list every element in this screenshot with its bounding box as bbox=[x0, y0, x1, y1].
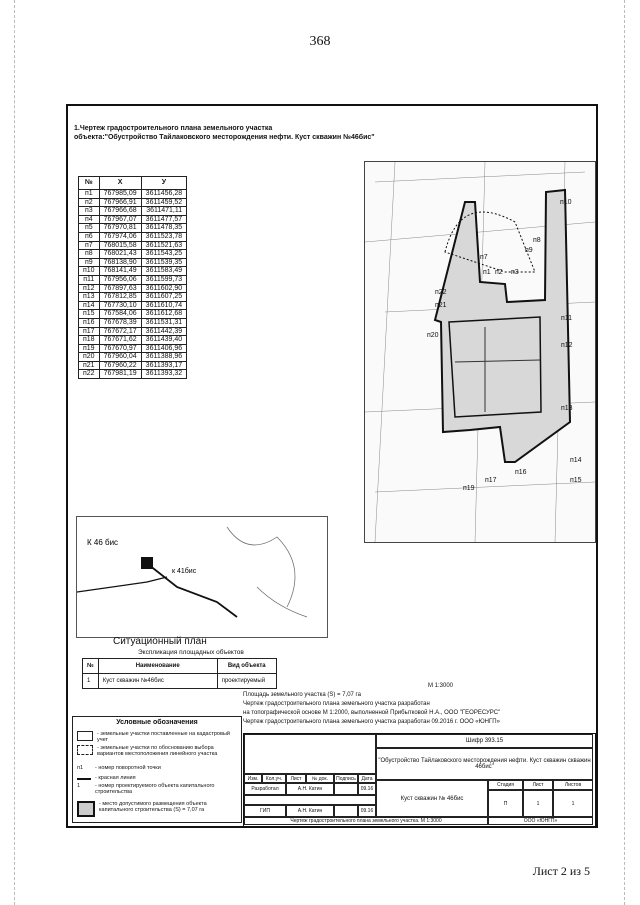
coord-row bbox=[79, 336, 187, 345]
map-point-label: п10 bbox=[560, 199, 572, 206]
coord-y: 3611602,90 bbox=[141, 284, 186, 293]
expl-row-num: 1 bbox=[83, 674, 99, 689]
coord-y: 3611607,25 bbox=[141, 293, 186, 302]
coord-point: п4 bbox=[79, 215, 100, 224]
coord-header-y: У bbox=[141, 177, 186, 190]
coord-point: п11 bbox=[79, 275, 100, 284]
stamp-empty-row bbox=[244, 795, 376, 805]
coord-row bbox=[79, 310, 187, 319]
coord-point: п21 bbox=[79, 361, 100, 370]
coord-row bbox=[79, 284, 187, 293]
coordinates-table bbox=[78, 176, 187, 379]
coord-x: 767678,39 bbox=[99, 318, 141, 327]
title-block bbox=[243, 733, 596, 828]
map-point-label: п16 bbox=[515, 469, 527, 476]
coord-row bbox=[79, 318, 187, 327]
expl-header-name: Наименование bbox=[98, 659, 217, 674]
site-plan-drawing bbox=[365, 162, 595, 542]
k41-label: к 41бис bbox=[172, 568, 197, 575]
map-point-label: п17 bbox=[485, 477, 497, 484]
situation-plan bbox=[76, 516, 328, 638]
coord-x: 767960,04 bbox=[99, 353, 141, 362]
coord-x: 767970,81 bbox=[99, 224, 141, 233]
stamp-kolvo: Кол.уч. bbox=[262, 774, 286, 783]
coord-y: 3611478,35 bbox=[141, 224, 186, 233]
legend-item: - место допустимого размещения объекта капитального строительства (S) = 7,07 га bbox=[77, 801, 241, 817]
coord-y: 3611599,73 bbox=[141, 275, 186, 284]
coord-point: п14 bbox=[79, 301, 100, 310]
expl-header-num: № bbox=[83, 659, 99, 674]
expl-row-name: Куст скважин №46бис bbox=[98, 674, 217, 689]
coord-point: п22 bbox=[79, 370, 100, 379]
stamp-dev-sign bbox=[334, 783, 358, 795]
right-margin-line bbox=[624, 0, 625, 905]
map-point-label: п11 bbox=[561, 315, 573, 322]
legend-item: - земельные участки поставленные на кадастровый учет bbox=[77, 731, 241, 743]
coord-x: 767672,17 bbox=[99, 327, 141, 336]
coord-y: 3611442,39 bbox=[141, 327, 186, 336]
stamp-doc: № док. bbox=[306, 774, 334, 783]
coord-y: 3611456,28 bbox=[141, 190, 186, 199]
legend-title: Условные обозначения bbox=[116, 719, 198, 726]
map-point-label: п22 bbox=[435, 289, 447, 296]
stamp-sheet: 1 bbox=[523, 790, 553, 817]
coord-point: п18 bbox=[79, 336, 100, 345]
coord-y: 3611610,74 bbox=[141, 301, 186, 310]
coord-x: 768015,58 bbox=[99, 241, 141, 250]
stamp-dev-date: 09.16 bbox=[358, 783, 376, 795]
coord-x: 767960,22 bbox=[99, 361, 141, 370]
sheet-footer: Лист 2 из 5 bbox=[532, 864, 590, 878]
coord-point: п2 bbox=[79, 198, 100, 207]
coord-row bbox=[79, 207, 187, 216]
coord-y: 3611477,57 bbox=[141, 215, 186, 224]
legend bbox=[72, 716, 242, 823]
map-point-label: п12 bbox=[561, 342, 573, 349]
coord-row bbox=[79, 353, 187, 362]
coord-row bbox=[79, 224, 187, 233]
stamp-stage: П bbox=[488, 790, 523, 817]
legend-item: - земельные участки по обоснованию выбора вариантов местоположения линейного участка bbox=[77, 745, 241, 757]
drawing-sheet bbox=[66, 104, 598, 828]
coord-x: 768021,43 bbox=[99, 250, 141, 259]
legend-item: - красная линия bbox=[77, 775, 136, 781]
coord-row bbox=[79, 241, 187, 250]
coord-row bbox=[79, 198, 187, 207]
coord-x: 767967,07 bbox=[99, 215, 141, 224]
map-point-label: п15 bbox=[570, 477, 582, 484]
coord-header-num: № bbox=[79, 177, 100, 190]
coord-row bbox=[79, 267, 187, 276]
stamp-sheet-header: Лист bbox=[523, 780, 553, 790]
coord-x: 767985,09 bbox=[99, 190, 141, 199]
drawing-notes bbox=[243, 691, 583, 727]
coord-x: 767981,19 bbox=[99, 370, 141, 379]
coord-row bbox=[79, 327, 187, 336]
stamp-drawing: Чертеж градостроительного плана земельного участка. М 1:3000 bbox=[244, 817, 488, 825]
map-point-label: п21 bbox=[435, 302, 447, 309]
coord-point: п19 bbox=[79, 344, 100, 353]
legend-item: п1 - номер поворотной точки bbox=[77, 765, 161, 771]
coord-x: 767730,10 bbox=[99, 301, 141, 310]
site-plan-map bbox=[364, 161, 596, 543]
coord-row bbox=[79, 190, 187, 199]
coord-x: 768141,49 bbox=[99, 267, 141, 276]
coord-y: 3611583,49 bbox=[141, 267, 186, 276]
coord-row bbox=[79, 293, 187, 302]
coord-point: п16 bbox=[79, 318, 100, 327]
coord-point: п8 bbox=[79, 250, 100, 259]
coord-row bbox=[79, 361, 187, 370]
map-point-label: п19 bbox=[463, 485, 475, 492]
stamp-sign: Подпись bbox=[334, 774, 358, 783]
coord-y: 3611471,11 bbox=[141, 207, 186, 216]
stamp-gip-date: 09.16 bbox=[358, 805, 376, 817]
coord-x: 767897,63 bbox=[99, 284, 141, 293]
coord-y: 3611459,52 bbox=[141, 198, 186, 207]
stamp-stage-header: Стадия bbox=[488, 780, 523, 790]
coord-row bbox=[79, 301, 187, 310]
coord-row bbox=[79, 370, 187, 379]
note-date: Чертеж градостроительного плана земельного участка разработан 09.2016 г. ООО «ЮНГП» bbox=[243, 719, 500, 725]
legend-item: 1 - номер проектируемого объекта капитального строительства bbox=[77, 783, 215, 795]
title-line-1: 1.Чертеж градостроительного плана земельного участка bbox=[74, 125, 273, 132]
stamp-gip-role: ГИП bbox=[244, 805, 286, 817]
map-point-label: п14 bbox=[570, 457, 582, 464]
stamp-sheets-header: Листов bbox=[553, 780, 593, 790]
coord-row bbox=[79, 232, 187, 241]
coord-row bbox=[79, 344, 187, 353]
stamp-dev-role: Разработал bbox=[244, 783, 286, 795]
coord-y: 3611521,63 bbox=[141, 241, 186, 250]
stamp-sheets: 1 bbox=[553, 790, 593, 817]
coord-x: 767671,62 bbox=[99, 336, 141, 345]
coord-y: 3611612,68 bbox=[141, 310, 186, 319]
stamp-gip-name: А.Н. Катин bbox=[286, 805, 334, 817]
coord-point: п3 bbox=[79, 207, 100, 216]
coord-y: 3611439,40 bbox=[141, 336, 186, 345]
coord-x: 767974,06 bbox=[99, 232, 141, 241]
coord-y: 3611406,96 bbox=[141, 344, 186, 353]
explication-title: Экспликация площадных объектов bbox=[138, 649, 244, 656]
coord-x: 767670,97 bbox=[99, 344, 141, 353]
stamp-date: Дата bbox=[358, 774, 376, 783]
coord-point: п12 bbox=[79, 284, 100, 293]
note-area: Площадь земельного участка (S) = 7,07 га bbox=[243, 692, 361, 698]
coord-point: п7 bbox=[79, 241, 100, 250]
note-topo: на топографической основе М 1:2000, выполненной Прибытковой Н.А., ООО "ГЕОРЕСУРС" bbox=[243, 710, 501, 716]
stamp-empty-grid bbox=[244, 734, 376, 774]
expl-row-type: проектируемый bbox=[217, 674, 276, 689]
situation-plan-label: Ситуационный план bbox=[113, 636, 207, 647]
coord-point: п6 bbox=[79, 232, 100, 241]
coord-y: 3611539,35 bbox=[141, 258, 186, 267]
map-point-label: п2 bbox=[495, 269, 503, 276]
coord-x: 767812,85 bbox=[99, 293, 141, 302]
coord-point: п13 bbox=[79, 293, 100, 302]
coord-point: п20 bbox=[79, 353, 100, 362]
situation-plan-drawing bbox=[77, 517, 327, 637]
k46-label: К 46 бис bbox=[87, 538, 119, 547]
stamp-org: ООО «ЮНГП» bbox=[488, 817, 593, 825]
coord-row bbox=[79, 275, 187, 284]
stamp-gip-sign bbox=[334, 805, 358, 817]
coord-x: 767584,06 bbox=[99, 310, 141, 319]
coord-y: 3611523,78 bbox=[141, 232, 186, 241]
title-line-2: объекта:"Обустройство Тайлаковского месторождения нефти. Куст скважин №46бис" bbox=[74, 134, 375, 141]
map-point-label: п13 bbox=[561, 405, 573, 412]
left-margin-line bbox=[14, 0, 15, 905]
coord-point: п10 bbox=[79, 267, 100, 276]
map-point-label: п8 bbox=[533, 237, 541, 244]
explication-table bbox=[82, 658, 277, 689]
stamp-object: "Обустройство Тайлаковского месторождения нефти. Куст скважин скважин 46бис" bbox=[376, 748, 593, 780]
map-point-label: п1 bbox=[483, 269, 491, 276]
coord-y: 3611531,31 bbox=[141, 318, 186, 327]
coord-y: 3611393,32 bbox=[141, 370, 186, 379]
page-number: 368 bbox=[309, 34, 331, 49]
coord-y: 3611388,96 bbox=[141, 353, 186, 362]
coord-point: п1 bbox=[79, 190, 100, 199]
coord-header-x: X bbox=[99, 177, 141, 190]
drawing-title bbox=[74, 124, 375, 142]
expl-header-type: Вид объекта bbox=[217, 659, 276, 674]
stamp-code: Шифр 393.15 bbox=[376, 734, 593, 748]
coord-row bbox=[79, 250, 187, 259]
map-point-label: п9 bbox=[525, 247, 533, 254]
stamp-dev-name: А.Н. Катин bbox=[286, 783, 334, 795]
coord-x: 767956,06 bbox=[99, 275, 141, 284]
coord-point: п15 bbox=[79, 310, 100, 319]
coord-x: 768138,90 bbox=[99, 258, 141, 267]
coord-y: 3611543,25 bbox=[141, 250, 186, 259]
map-point-label: п7 bbox=[480, 254, 488, 261]
coord-x: 767966,91 bbox=[99, 198, 141, 207]
k46-marker bbox=[141, 557, 153, 569]
stamp-izm: Изм. bbox=[244, 774, 262, 783]
scale-label: М 1:3000 bbox=[428, 683, 454, 689]
note-developed: Чертеж градостроительного плана земельного участка разработан bbox=[243, 701, 430, 707]
coord-point: п5 bbox=[79, 224, 100, 233]
stamp-name: Куст скважин № 46бис bbox=[376, 780, 488, 817]
coord-point: п9 bbox=[79, 258, 100, 267]
coord-point: п17 bbox=[79, 327, 100, 336]
map-point-label: п20 bbox=[427, 332, 439, 339]
coord-y: 3611393,17 bbox=[141, 361, 186, 370]
coord-row bbox=[79, 215, 187, 224]
coord-x: 767966,68 bbox=[99, 207, 141, 216]
coord-row bbox=[79, 258, 187, 267]
map-point-label: п3 bbox=[511, 269, 519, 276]
stamp-list: Лист bbox=[286, 774, 306, 783]
